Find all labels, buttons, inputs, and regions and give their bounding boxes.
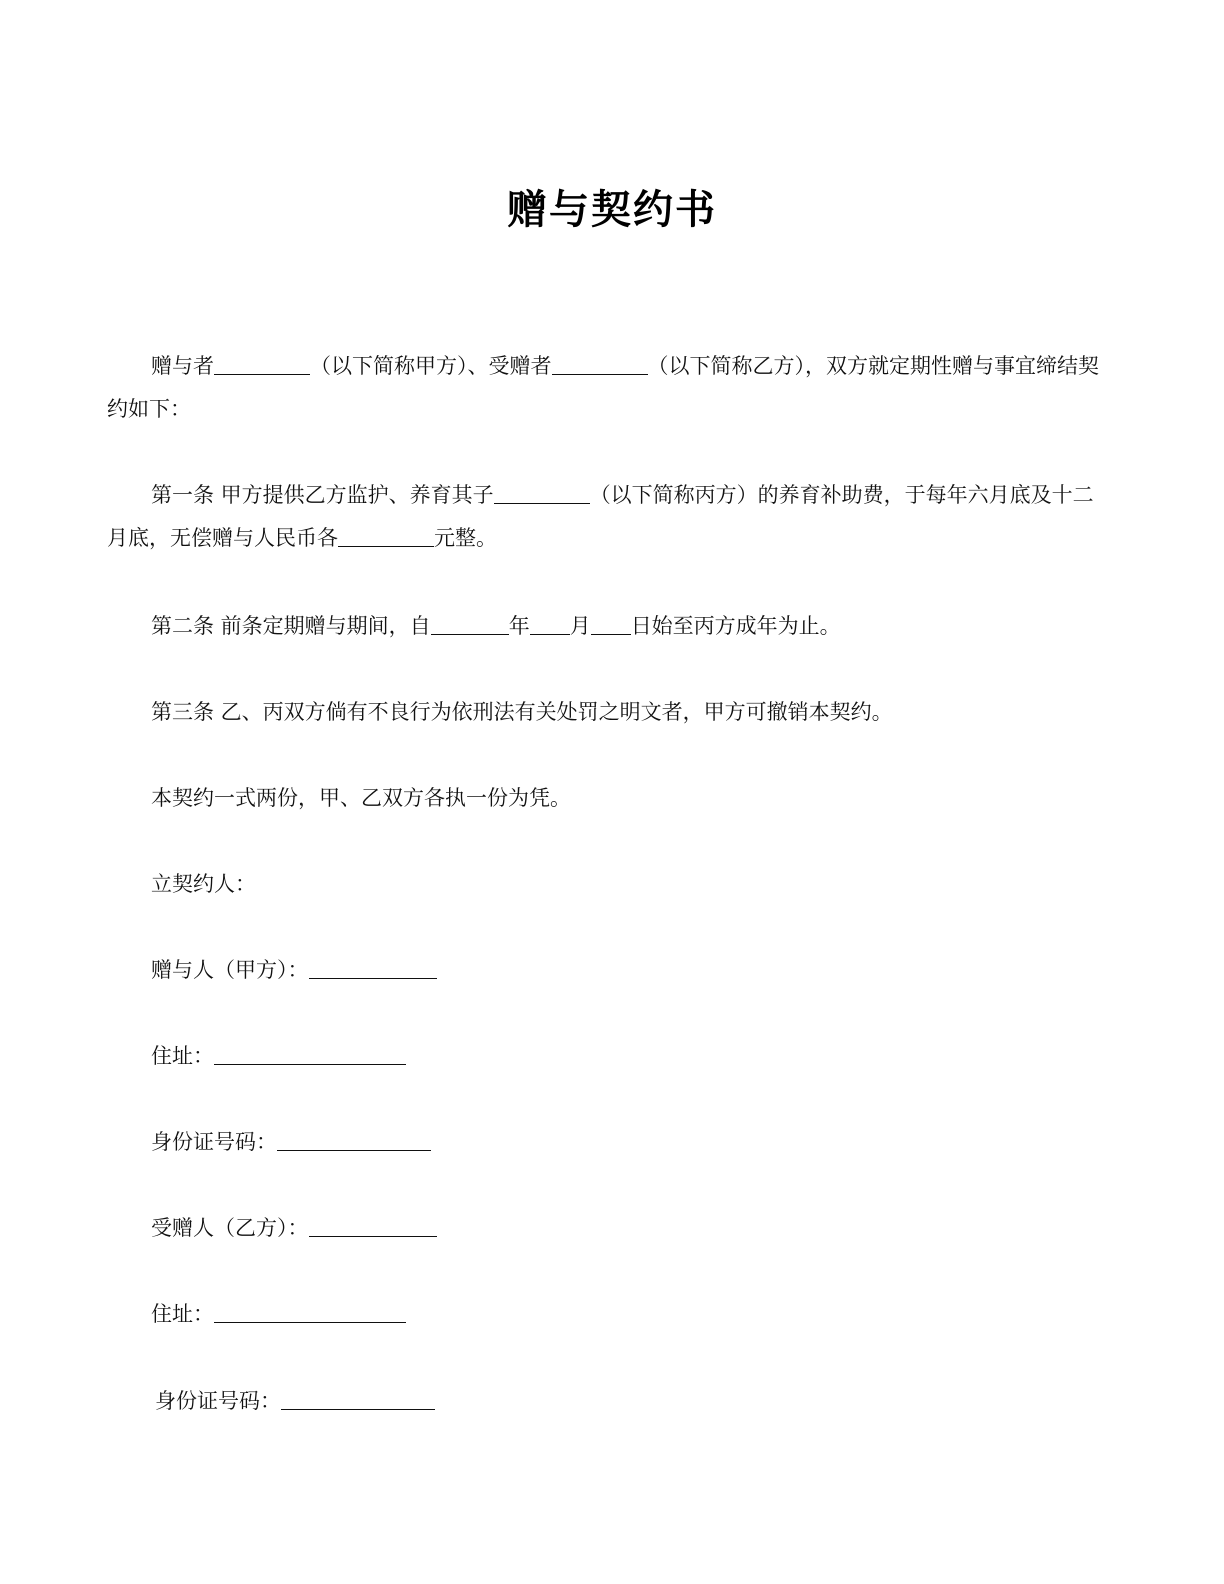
party-a-name-label: 赠与人（甲方）： [151, 958, 309, 982]
article-2-text-b: 日始至丙方成年为止。 [630, 614, 841, 638]
party-b-id-label: 身份证号码： [155, 1389, 281, 1413]
recipient-name-blank[interactable] [552, 354, 648, 375]
month-label: 月 [569, 614, 591, 638]
party-b-address-row [151, 1299, 406, 1329]
donor-label: 赠与者 [151, 354, 214, 378]
party-b-address-label: 住址： [151, 1302, 214, 1326]
start-day-blank[interactable] [591, 614, 631, 635]
signatories-label: 立契约人： [151, 872, 256, 896]
copies-paragraph: 本契约一式两份，甲、乙双方各执一份为凭。 [151, 786, 571, 810]
article-2-text-a: 第二条 前条定期赠与期间，自 [151, 614, 431, 638]
party-b-id-row [155, 1386, 435, 1416]
party-a-name-blank[interactable] [309, 958, 437, 979]
party-a-id-label: 身份证号码： [151, 1130, 277, 1154]
child-name-blank[interactable] [494, 483, 590, 504]
donor-name-blank[interactable] [214, 354, 310, 375]
party-a-id-row [151, 1127, 431, 1157]
article-3-paragraph: 第三条 乙、丙双方倘有不良行为依刑法有关处罚之明文者，甲方可撤销本契约。 [151, 700, 893, 724]
article-2-paragraph [151, 611, 841, 641]
party-b-name-row [151, 1213, 437, 1243]
party-a-address-label: 住址： [151, 1044, 214, 1068]
party-a-address-row [151, 1041, 406, 1071]
party-b-address-blank[interactable] [214, 1302, 406, 1323]
party-a-id-blank[interactable] [277, 1130, 431, 1151]
party-b-name-blank[interactable] [309, 1216, 437, 1237]
amount-blank[interactable] [338, 526, 434, 547]
year-label: 年 [508, 614, 530, 638]
donor-alias-text: （以下简称甲方）、受赠者 [310, 354, 552, 378]
article-1-text-b: （以下简称丙方）的养育补助费，于每年六月底及十二月底，无偿赠与人民币各 [107, 483, 1094, 550]
party-b-name-label: 受赠人（乙方）： [151, 1216, 309, 1240]
recipient-alias-text: （以下简称乙方），双方就定期性赠与事宜缔结契约如下： [107, 354, 1099, 421]
article-1-paragraph [107, 474, 1107, 560]
preamble-paragraph [107, 345, 1107, 431]
article-1-text-c: 元整。 [434, 526, 497, 550]
start-year-blank[interactable] [431, 614, 509, 635]
article-1-text-a: 第一条 甲方提供乙方监护、养育其子 [151, 483, 494, 507]
start-month-blank[interactable] [530, 614, 570, 635]
document-title: 赠与契约书 [507, 187, 717, 233]
party-a-name-row [151, 955, 437, 985]
party-b-id-blank[interactable] [281, 1389, 435, 1410]
party-a-address-blank[interactable] [214, 1044, 406, 1065]
